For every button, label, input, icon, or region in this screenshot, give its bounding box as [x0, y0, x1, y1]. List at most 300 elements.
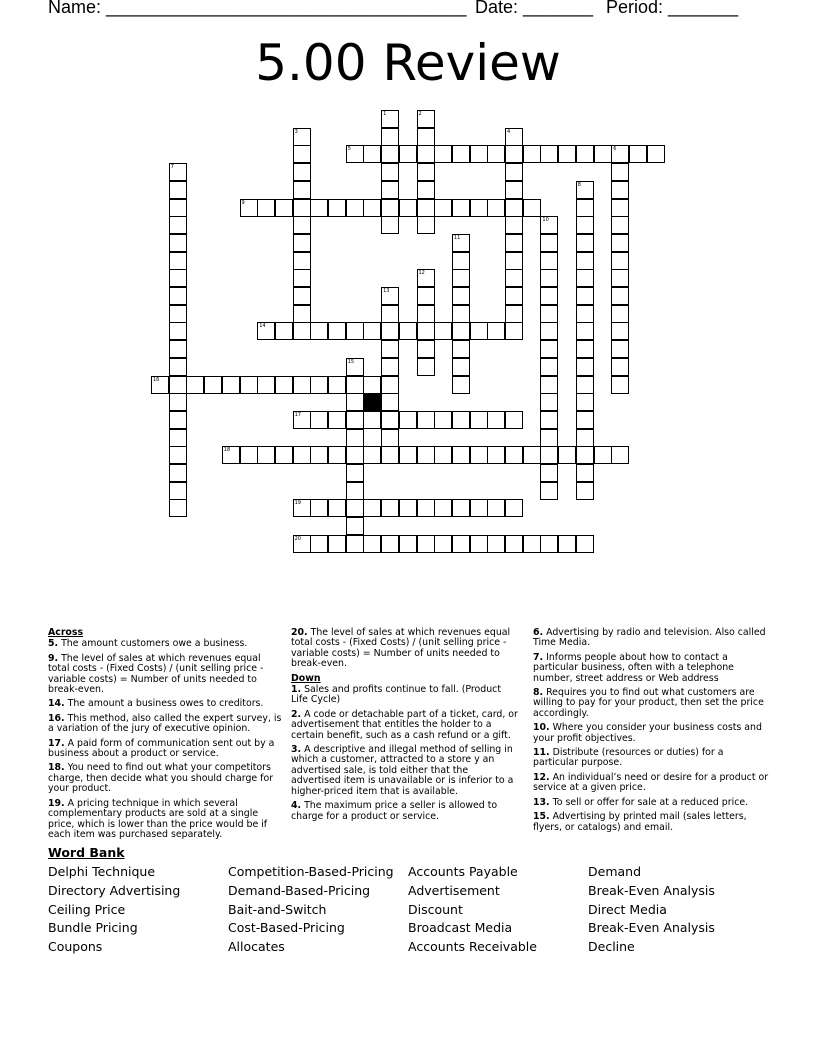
grid-cell[interactable] — [169, 287, 187, 305]
grid-cell[interactable] — [540, 411, 558, 429]
grid-cell[interactable] — [399, 499, 417, 517]
grid-cell[interactable] — [346, 145, 364, 163]
clue-across-20: 20. The level of sales at which revenues equal total costs - (Fixed Costs) / (unit selling price - variable costs) = Number of units needed to break-even. — [291, 627, 511, 670]
grid-cell[interactable] — [417, 199, 435, 217]
grid-cell[interactable] — [293, 411, 311, 429]
grid-cell[interactable] — [169, 376, 187, 394]
grid-cell[interactable] — [381, 163, 399, 181]
grid-cell[interactable] — [293, 376, 311, 394]
grid-cell[interactable] — [505, 252, 523, 270]
grid-cell[interactable] — [381, 358, 399, 376]
grid-cell[interactable] — [505, 322, 523, 340]
grid-cell[interactable] — [257, 199, 275, 217]
grid-cell[interactable] — [470, 411, 488, 429]
grid-cell[interactable] — [558, 145, 576, 163]
grid-cell[interactable] — [452, 358, 470, 376]
grid-cell[interactable] — [505, 411, 523, 429]
grid-cell[interactable] — [470, 199, 488, 217]
grid-cell[interactable] — [540, 446, 558, 464]
clue-down-8: 8. Requires you to find out what customers are willing to pay for your product, then set the price accordingly. — [533, 687, 764, 719]
clue-number: 9 — [241, 199, 245, 206]
grid-cell[interactable] — [417, 216, 435, 234]
grid-cell[interactable] — [363, 322, 381, 340]
grid-cell[interactable] — [487, 145, 505, 163]
grid-cell[interactable] — [169, 181, 187, 199]
grid-cell[interactable] — [328, 199, 346, 217]
grid-cell[interactable] — [275, 376, 293, 394]
clue-across-18: 18. You need to find out what your competitors charge, then decide what you should charge for your product. — [48, 762, 274, 795]
grid-cell[interactable] — [310, 535, 328, 553]
grid-cell[interactable] — [417, 145, 435, 163]
grid-cell[interactable] — [417, 322, 435, 340]
grid-cell[interactable] — [169, 322, 187, 340]
grid-cell[interactable] — [540, 269, 558, 287]
grid-cell[interactable] — [293, 128, 311, 146]
grid-cell[interactable] — [399, 535, 417, 553]
grid-cell[interactable] — [611, 287, 629, 305]
clue-number: 17 — [294, 411, 301, 418]
grid-cell[interactable] — [275, 446, 293, 464]
grid-cell[interactable] — [381, 199, 399, 217]
clue-down-1: 1. Sales and profits continue to fall. (Product Life Cycle) — [291, 684, 502, 706]
grid-cell[interactable] — [381, 376, 399, 394]
grid-cell[interactable] — [240, 376, 258, 394]
word-bank-item: Demand-Based-Pricing — [228, 883, 371, 898]
word-bank-item: Bundle Pricing — [48, 920, 138, 935]
grid-cell[interactable] — [346, 482, 364, 500]
grid-cell[interactable] — [169, 340, 187, 358]
grid-cell[interactable] — [417, 163, 435, 181]
word-bank-item: Cost-Based-Pricing — [228, 920, 345, 935]
grid-cell[interactable] — [452, 234, 470, 252]
grid-cell[interactable] — [540, 482, 558, 500]
grid-cell[interactable] — [293, 287, 311, 305]
grid-cell[interactable] — [169, 305, 187, 323]
clue-down-10: 10. Where you consider your business costs and your profit objectives. — [533, 722, 762, 744]
grid-cell[interactable] — [523, 446, 541, 464]
grid-cell[interactable] — [222, 376, 240, 394]
grid-cell[interactable] — [576, 199, 594, 217]
grid-cell[interactable] — [381, 340, 399, 358]
grid-cell[interactable] — [434, 199, 452, 217]
clue-down-13: 13. To sell or offer for sale at a reduced price. — [533, 796, 749, 808]
grid-cell[interactable] — [523, 535, 541, 553]
word-bank-item: Accounts Payable — [408, 864, 518, 879]
grid-cell[interactable] — [381, 429, 399, 447]
grid-cell[interactable] — [505, 446, 523, 464]
grid-cell[interactable] — [611, 446, 629, 464]
grid-cell[interactable] — [381, 216, 399, 234]
clues-column-2 — [291, 628, 519, 826]
grid-cell[interactable] — [611, 145, 629, 163]
grid-cell[interactable] — [576, 181, 594, 199]
word-bank-item: Discount — [408, 902, 463, 917]
grid-cell[interactable] — [452, 411, 470, 429]
clue-number: 16 — [153, 376, 160, 383]
grid-cell[interactable] — [540, 393, 558, 411]
grid-cell[interactable] — [611, 163, 629, 181]
grid-cell[interactable] — [611, 376, 629, 394]
clue-number: 18 — [223, 447, 231, 454]
grid-cell[interactable] — [576, 464, 594, 482]
grid-cell[interactable] — [611, 358, 629, 376]
grid-cell[interactable] — [381, 145, 399, 163]
grid-cell[interactable] — [611, 252, 629, 270]
grid-cell[interactable] — [169, 464, 187, 482]
grid-cell[interactable] — [363, 411, 381, 429]
grid-cell[interactable] — [611, 340, 629, 358]
clue-down-12: 12. An individual’s need or desire for a product or service at a given price. — [533, 771, 769, 794]
clue-number: 1 — [383, 111, 387, 117]
grid-cell[interactable] — [452, 322, 470, 340]
clue-number: 11 — [453, 234, 461, 241]
grid-cell[interactable] — [452, 535, 470, 553]
grid-cell[interactable] — [576, 429, 594, 447]
clue-across-19: 19. A pricing technique in which several complementary products are sold at a single price, which is lower than the price would be if each item was purchased separately. — [48, 797, 268, 840]
grid-cell[interactable] — [310, 499, 328, 517]
grid-cell[interactable] — [293, 446, 311, 464]
grid-cell[interactable] — [346, 393, 364, 411]
grid-cell[interactable] — [310, 199, 328, 217]
grid-cell[interactable] — [417, 446, 435, 464]
grid-cell[interactable] — [381, 110, 399, 128]
grid-cell[interactable] — [540, 305, 558, 323]
word-bank-item: Competition-Based-Pricing — [228, 864, 394, 879]
grid-cell[interactable] — [576, 340, 594, 358]
grid-cell[interactable] — [576, 376, 594, 394]
clue-across-16: 16. This method, also called the expert survey, is a variation of the jury of executive opinion. — [48, 712, 282, 735]
grid-cell[interactable] — [381, 535, 399, 553]
grid-cell[interactable] — [540, 216, 558, 234]
grid-cell[interactable] — [381, 393, 399, 411]
word-bank-title: Word Bank — [48, 845, 125, 860]
grid-cell[interactable] — [611, 269, 629, 287]
grid-cell[interactable] — [257, 322, 275, 340]
word-bank-item: Coupons — [48, 939, 103, 954]
grid-cell[interactable] — [417, 305, 435, 323]
grid-cell[interactable] — [505, 535, 523, 553]
grid-cell[interactable] — [240, 199, 258, 217]
clue-down-2: 2. A code or detachable part of a ticket, card, or advertisement that entitles the holder to a certain benefit, such as a cash refund or a gift. — [291, 708, 518, 741]
grid-cell[interactable] — [452, 287, 470, 305]
grid-cell[interactable] — [576, 358, 594, 376]
grid-cell[interactable] — [452, 305, 470, 323]
grid-cell[interactable] — [363, 446, 381, 464]
grid-cell[interactable] — [540, 535, 558, 553]
grid-cell[interactable] — [328, 376, 346, 394]
grid-cell[interactable] — [169, 216, 187, 234]
clue-number: 12 — [418, 270, 425, 277]
grid-cell[interactable] — [470, 446, 488, 464]
clues-column-3 — [533, 628, 769, 837]
grid-cell[interactable] — [452, 199, 470, 217]
grid-cell[interactable] — [293, 535, 311, 553]
word-bank-item: Ceiling Price — [48, 902, 126, 917]
word-bank-item: Advertisement — [408, 883, 500, 898]
grid-cell[interactable] — [487, 499, 505, 517]
grid-cell[interactable] — [452, 499, 470, 517]
grid-cell[interactable] — [399, 411, 417, 429]
grid-cell[interactable] — [611, 234, 629, 252]
grid-cell[interactable] — [346, 517, 364, 535]
grid-cell[interactable] — [576, 252, 594, 270]
grid-cell[interactable] — [417, 411, 435, 429]
grid-cell[interactable] — [151, 376, 169, 394]
grid-cell[interactable] — [505, 287, 523, 305]
grid-cell[interactable] — [505, 181, 523, 199]
grid-cell[interactable] — [576, 393, 594, 411]
grid-cell[interactable] — [647, 145, 665, 163]
grid-cell[interactable] — [169, 482, 187, 500]
word-bank-item: Allocates — [228, 939, 285, 954]
grid-cell[interactable] — [434, 499, 452, 517]
grid-cell[interactable] — [452, 340, 470, 358]
clue-number: 13 — [383, 288, 390, 294]
grid-cell[interactable] — [169, 393, 187, 411]
grid-cell[interactable] — [452, 145, 470, 163]
grid-cell[interactable] — [611, 305, 629, 323]
word-bank-item: Break-Even Analysis — [588, 920, 715, 935]
grid-cell[interactable] — [346, 499, 364, 517]
grid-cell[interactable] — [452, 269, 470, 287]
grid-cell[interactable] — [381, 322, 399, 340]
word-bank-item: Bait-and-Switch — [228, 902, 327, 917]
word-bank-item: Direct Media — [588, 902, 667, 917]
grid-cell[interactable] — [505, 269, 523, 287]
grid-cell[interactable] — [434, 535, 452, 553]
word-bank-item: Delphi Technique — [48, 864, 156, 879]
grid-cell[interactable] — [346, 411, 364, 429]
grid-cell[interactable] — [576, 482, 594, 500]
grid-cell[interactable] — [204, 376, 222, 394]
word-bank-item: Break-Even Analysis — [588, 883, 715, 898]
grid-cell[interactable] — [417, 499, 435, 517]
grid-cell[interactable] — [328, 322, 346, 340]
grid-cell[interactable] — [293, 305, 311, 323]
grid-cell[interactable] — [417, 181, 435, 199]
grid-cell[interactable] — [523, 145, 541, 163]
grid-cell[interactable] — [576, 234, 594, 252]
grid-cell[interactable] — [487, 411, 505, 429]
grid-cell[interactable] — [417, 269, 435, 287]
grid-cell[interactable] — [381, 181, 399, 199]
clue-number: 14 — [259, 323, 266, 330]
grid-cell[interactable] — [540, 145, 558, 163]
grid-cell[interactable] — [275, 322, 293, 340]
grid-cell[interactable] — [505, 499, 523, 517]
grid-cell[interactable] — [169, 163, 187, 181]
grid-cell[interactable] — [169, 234, 187, 252]
grid-cell[interactable] — [505, 199, 523, 217]
grid-cell[interactable] — [346, 358, 364, 376]
grid-cell[interactable] — [328, 499, 346, 517]
grid-cell[interactable] — [346, 322, 364, 340]
grid-cell[interactable] — [381, 128, 399, 146]
grid-cell[interactable] — [452, 376, 470, 394]
clue-number: 19 — [294, 500, 301, 507]
grid-cell[interactable] — [576, 145, 594, 163]
grid-cell[interactable] — [470, 145, 488, 163]
grid-cell[interactable] — [540, 252, 558, 270]
grid-cell[interactable] — [576, 305, 594, 323]
grid-cell[interactable] — [540, 358, 558, 376]
grid-cell[interactable] — [487, 446, 505, 464]
grid-cell[interactable] — [611, 181, 629, 199]
grid-cell[interactable] — [470, 322, 488, 340]
grid-cell[interactable] — [487, 322, 505, 340]
grid-cell[interactable] — [293, 322, 311, 340]
grid-cell[interactable] — [363, 376, 381, 394]
grid-cell[interactable] — [363, 199, 381, 217]
grid-cell[interactable] — [540, 464, 558, 482]
grid-cell[interactable] — [452, 252, 470, 270]
grid-cell[interactable] — [257, 446, 275, 464]
grid-cell[interactable] — [310, 376, 328, 394]
grid-cell[interactable] — [558, 535, 576, 553]
grid-cell[interactable] — [346, 429, 364, 447]
grid-cell[interactable] — [293, 145, 311, 163]
grid-cell[interactable] — [540, 340, 558, 358]
grid-cell[interactable] — [399, 322, 417, 340]
grid-cell[interactable] — [257, 376, 275, 394]
clue-down-7: 7. Informs people about how to contact a particular business, often with a telephone number, street address or Web address — [533, 651, 734, 684]
grid-cell[interactable] — [399, 446, 417, 464]
grid-cell[interactable] — [346, 464, 364, 482]
grid-cell[interactable] — [328, 446, 346, 464]
grid-cell[interactable] — [434, 446, 452, 464]
grid-cell[interactable] — [576, 216, 594, 234]
grid-cell[interactable] — [470, 535, 488, 553]
grid-cell[interactable] — [328, 411, 346, 429]
grid-cell[interactable] — [293, 181, 311, 199]
grid-cell[interactable] — [381, 446, 399, 464]
grid-cell[interactable] — [293, 216, 311, 234]
grid-cell[interactable] — [540, 287, 558, 305]
clue-number: 10 — [542, 217, 549, 224]
grid-cell[interactable] — [381, 411, 399, 429]
grid-cell[interactable] — [310, 446, 328, 464]
clue-down-3: 3. A descriptive and illegal method of selling in which a customer, attracted to a store y an advertised sale, is told either that the advertised item is unavailable or is inferior to a higher-priced item that is available. — [291, 744, 514, 797]
grid-cell[interactable] — [576, 446, 594, 464]
grid-cell[interactable] — [346, 199, 364, 217]
grid-cell[interactable] — [576, 411, 594, 429]
grid-cell[interactable] — [169, 411, 187, 429]
clue-down-11: 11. Distribute (resources or duties) for a particular purpose. — [533, 747, 724, 769]
grid-cell[interactable] — [558, 446, 576, 464]
grid-cell[interactable] — [540, 429, 558, 447]
grid-cell[interactable] — [169, 429, 187, 447]
grid-cell[interactable] — [505, 305, 523, 323]
grid-cell[interactable] — [540, 376, 558, 394]
grid-cell[interactable] — [169, 446, 187, 464]
clue-across-14: 14. The amount a business owes to creditors. — [48, 698, 264, 710]
grid-cell[interactable] — [381, 499, 399, 517]
grid-cell[interactable] — [169, 499, 187, 517]
grid-cell[interactable] — [611, 199, 629, 217]
grid-cell[interactable] — [576, 287, 594, 305]
word-bank-item: Broadcast Media — [408, 920, 513, 935]
grid-cell[interactable] — [363, 145, 381, 163]
grid-cell[interactable] — [293, 199, 311, 217]
grid-cell[interactable] — [222, 446, 240, 464]
name-field-label[interactable]: Name: ____________________________________ — [48, 0, 467, 17]
grid-cell[interactable] — [505, 128, 523, 146]
grid-cell[interactable] — [169, 269, 187, 287]
date-field-label[interactable]: Date: _______ — [475, 0, 594, 17]
grid-cell[interactable] — [363, 535, 381, 553]
grid-cell[interactable] — [399, 199, 417, 217]
grid-cell[interactable] — [417, 358, 435, 376]
grid-cell[interactable] — [594, 446, 612, 464]
grid-cell[interactable] — [434, 145, 452, 163]
clue-across-9: 9. The level of sales at which revenues equal total costs - (Fixed Costs) / (unit selling price - variable costs) = Number of units needed to break-even. — [48, 652, 264, 696]
grid-cell[interactable] — [452, 446, 470, 464]
clue-number: 3 — [294, 128, 298, 135]
grid-cell[interactable] — [275, 199, 293, 217]
page-title: 5.00 Review — [255, 34, 561, 92]
grid-cell[interactable] — [417, 535, 435, 553]
grid-cell[interactable] — [487, 199, 505, 217]
grid-cell[interactable] — [169, 358, 187, 376]
clues-column-1 — [48, 628, 284, 844]
grid-cell[interactable] — [186, 376, 204, 394]
grid-cell[interactable] — [310, 322, 328, 340]
grid-cell[interactable] — [293, 234, 311, 252]
grid-cell[interactable] — [611, 216, 629, 234]
clue-down-15: 15. Advertising by printed mail (sales letters, flyers, or catalogs) and email. — [533, 811, 747, 833]
grid-cell[interactable] — [310, 411, 328, 429]
grid-cell[interactable] — [399, 145, 417, 163]
grid-cell[interactable] — [417, 110, 435, 128]
grid-cell[interactable] — [505, 234, 523, 252]
grid-cell[interactable] — [293, 499, 311, 517]
grid-cell[interactable] — [169, 252, 187, 270]
grid-cell[interactable] — [540, 322, 558, 340]
grid-cell[interactable] — [611, 322, 629, 340]
grid-cell[interactable] — [346, 446, 364, 464]
grid-cell[interactable] — [381, 305, 399, 323]
grid-cell[interactable] — [417, 287, 435, 305]
grid-cell[interactable] — [487, 535, 505, 553]
grid-cell[interactable] — [293, 163, 311, 181]
grid-cell[interactable] — [328, 535, 346, 553]
grid-cell[interactable] — [576, 535, 594, 553]
grid-cell[interactable] — [417, 128, 435, 146]
grid-cell[interactable] — [381, 287, 399, 305]
grid-cell[interactable] — [240, 446, 258, 464]
grid-cell[interactable] — [576, 269, 594, 287]
grid-cell[interactable] — [417, 340, 435, 358]
grid-cell[interactable] — [523, 199, 541, 217]
grid-cell[interactable] — [434, 322, 452, 340]
period-field-label[interactable]: Period: _______ — [606, 0, 739, 17]
grid-cell[interactable] — [346, 376, 364, 394]
grid-cell[interactable] — [594, 145, 612, 163]
grid-cell[interactable] — [505, 216, 523, 234]
grid-cell[interactable] — [629, 145, 647, 163]
grid-cell[interactable] — [293, 252, 311, 270]
grid-cell[interactable] — [346, 535, 364, 553]
grid-cell[interactable] — [363, 499, 381, 517]
grid-cell[interactable] — [169, 199, 187, 217]
grid-cell[interactable] — [540, 234, 558, 252]
grid-cell[interactable] — [505, 163, 523, 181]
grid-cell[interactable] — [576, 322, 594, 340]
grid-cell[interactable] — [293, 269, 311, 287]
grid-cell[interactable] — [470, 499, 488, 517]
grid-cell[interactable] — [505, 145, 523, 163]
grid-cell[interactable] — [434, 411, 452, 429]
